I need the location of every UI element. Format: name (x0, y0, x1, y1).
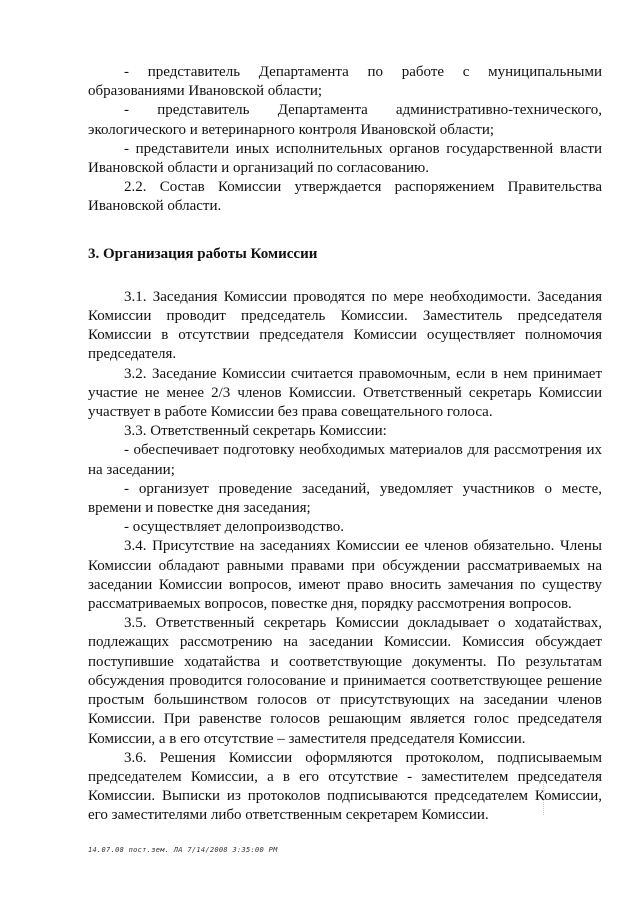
list-item: - представитель Департамента административно-технического, экологического и ветеринарного контроля Ивановской области; (88, 102, 602, 138)
list-item: - представители иных исполнительных органов государственной власти Ивановской области и организаций по согласованию. (88, 140, 602, 177)
paragraph-3-5: 3.5. Ответственный секретарь Комиссии докладывает о ходатайствах, подлежащих рассмотрению на заседании Комиссии. Комиссия обсуждает поступившие ходатайства и соответствующие документы. По результатам обсуждения проводится голосование и принимается соответствующее решение простым большинством голосов от присутствующих на заседании членов Комиссии. При равенстве голосов решающим является голос председателя Комиссии, а в его отсутствие – заместителя председателя Комиссии. (88, 615, 602, 747)
document-body (88, 63, 602, 826)
paragraph-2-2: 2.2. Состав Комиссии утверждается распоряжением Правительства Ивановской области. (88, 179, 602, 215)
list-item: - осуществляет делопроизводство. (124, 519, 344, 536)
paragraph-3-1: 3.1. Заседания Комиссии проводятся по мере необходимости. Заседания Комиссии проводит председатель Комиссии. Заместитель председателя Комиссии в отсутствии председателя Комиссии осуществляет полномочия председателя. (88, 288, 602, 363)
list-item: - представитель Департамента по работе с муниципальными образованиями Ивановской области; (88, 64, 602, 100)
list-item: - обеспечивает подготовку необходимых материалов для рассмотрения их на заседании; (88, 442, 602, 478)
section-3-heading: 3. Организация работы Комиссии (88, 245, 318, 262)
scan-artifact (543, 775, 550, 815)
paragraph-3-2: 3.2. Заседание Комиссии считается правомочным, если в нем принимает участие не менее 2/3 членов Комиссии. Ответственный секретарь Комиссии участвует в работе Комиссии без права совещательного голоса. (88, 365, 602, 421)
paragraph-3-3: 3.3. Ответственный секретарь Комиссии: (124, 423, 387, 440)
page-footer: 14.07.08 пост.зем. ЛА 7/14/2008 3:35:00 PM (88, 846, 278, 854)
paragraph-3-4: 3.4. Присутствие на заседаниях Комиссии ее членов обязательно. Члены Комиссии обладают равными правами при обсуждении рассматриваемых на заседании Комиссии вопросов, имеют право вносить замечания по существу рассматриваемых вопросов, повестке дня, порядку рассмотрения вопросов. (88, 538, 602, 613)
paragraph-3-6: 3.6. Решения Комиссии оформляются протоколом, подписываемым председателем Комиссии, а в его отсутствие - заместителем председателя Комиссии. Выписки из протоколов подписываются председателем Комиссии, его заместителями либо ответственным секретарем Комиссии. (88, 749, 602, 824)
list-item: - организует проведение заседаний, уведомляет участников о месте, времени и повестке дня заседания; (88, 480, 602, 517)
